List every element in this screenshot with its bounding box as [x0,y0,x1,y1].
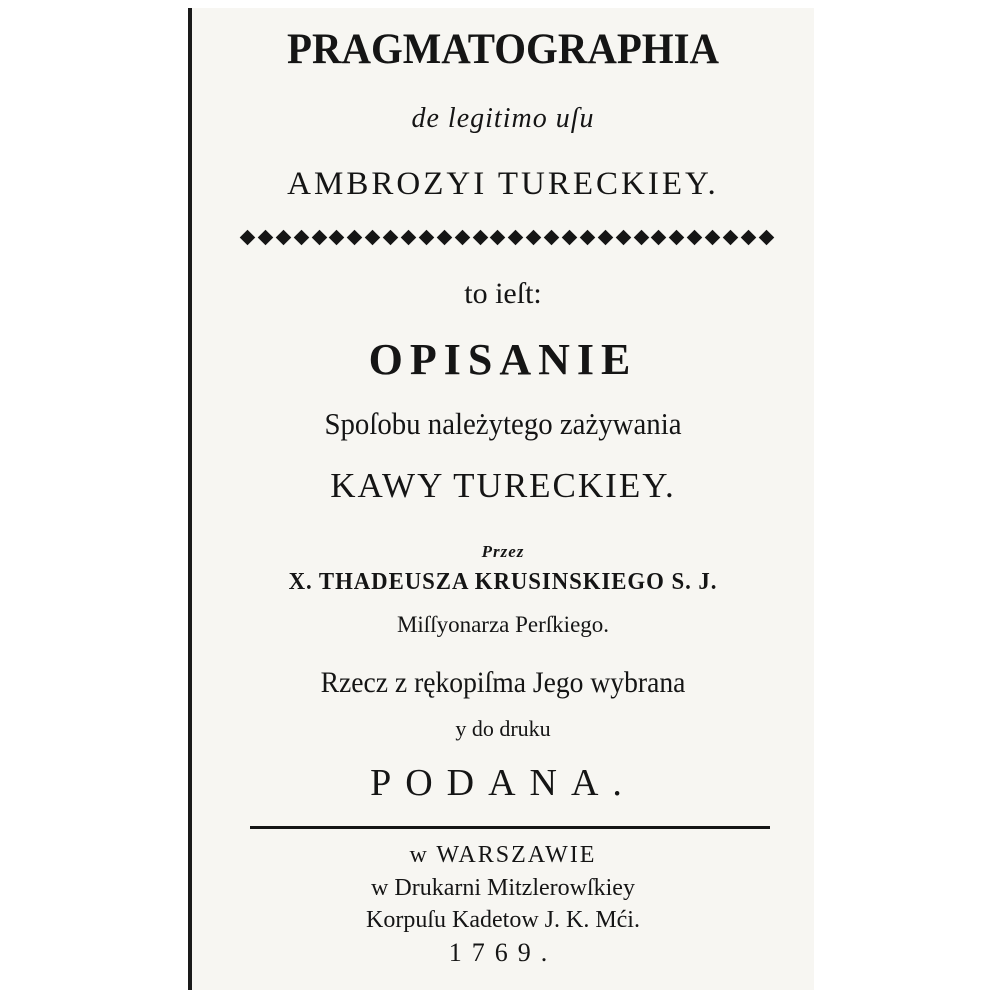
imprint-year: 1769. [448,938,558,967]
diamond-icon [633,230,649,246]
diamond-icon [687,230,703,246]
diamond-icon [562,230,578,246]
imprint-city: w WARSZAWIE [409,842,597,868]
podana-line: PODANA. [370,762,636,804]
przez-line: Przez [481,542,525,561]
diamond-icon [401,230,417,246]
to-iest-line: to ieſt: [464,277,542,310]
diamond-icon [329,230,345,246]
diamond-icon [615,230,631,246]
imprint-printer: w Drukarni Mitzlerowſkiey [371,875,635,901]
diamond-icon [347,230,363,246]
diamond-icon [490,230,506,246]
diamond-icon [723,230,739,246]
subtitle: de legitimo uſu [411,103,595,134]
diamond-icon [293,230,309,246]
diamond-icon [258,230,274,246]
author-name: X. THADEUSZA KRUSINSKIEGO S. J. [288,569,718,595]
opisanie-heading: OPISANIE [368,335,638,384]
diamond-icon [276,230,292,246]
diamond-icon [526,230,542,246]
diamond-icon [598,230,614,246]
diamond-icon [580,230,596,246]
diamond-icon [508,230,524,246]
horizontal-rule [250,826,770,829]
diamond-icon [240,230,256,246]
subject-line: AMBROZYI TURECKIEY. [287,166,719,202]
diamond-icon [651,230,667,246]
title-page [188,8,814,990]
diamond-icon [544,230,560,246]
diamond-icon [419,230,435,246]
diamond-icon [759,230,775,246]
imprint-corps: Korpuſu Kadetow J. K. Mći. [366,907,640,933]
kawy-line: KAWY TURECKIEY. [330,466,676,505]
diamond-ornament-row [242,232,772,243]
diamond-icon [741,230,757,246]
main-title: PRAGMATOGRAPHIA [287,26,719,73]
diamond-icon [311,230,327,246]
do-druku-line: y do druku [455,716,551,741]
description-line: Spoſobu należytego zażywania [324,406,682,441]
diamond-icon [472,230,488,246]
diamond-icon [669,230,685,246]
diamond-icon [365,230,381,246]
diamond-icon [383,230,399,246]
diamond-icon [454,230,470,246]
diamond-icon [437,230,453,246]
rzecz-line: Rzecz z rękopiſma Jego wybrana [320,666,686,699]
author-role: Miſſyonarza Perſkiego. [396,612,610,637]
diamond-icon [705,230,721,246]
